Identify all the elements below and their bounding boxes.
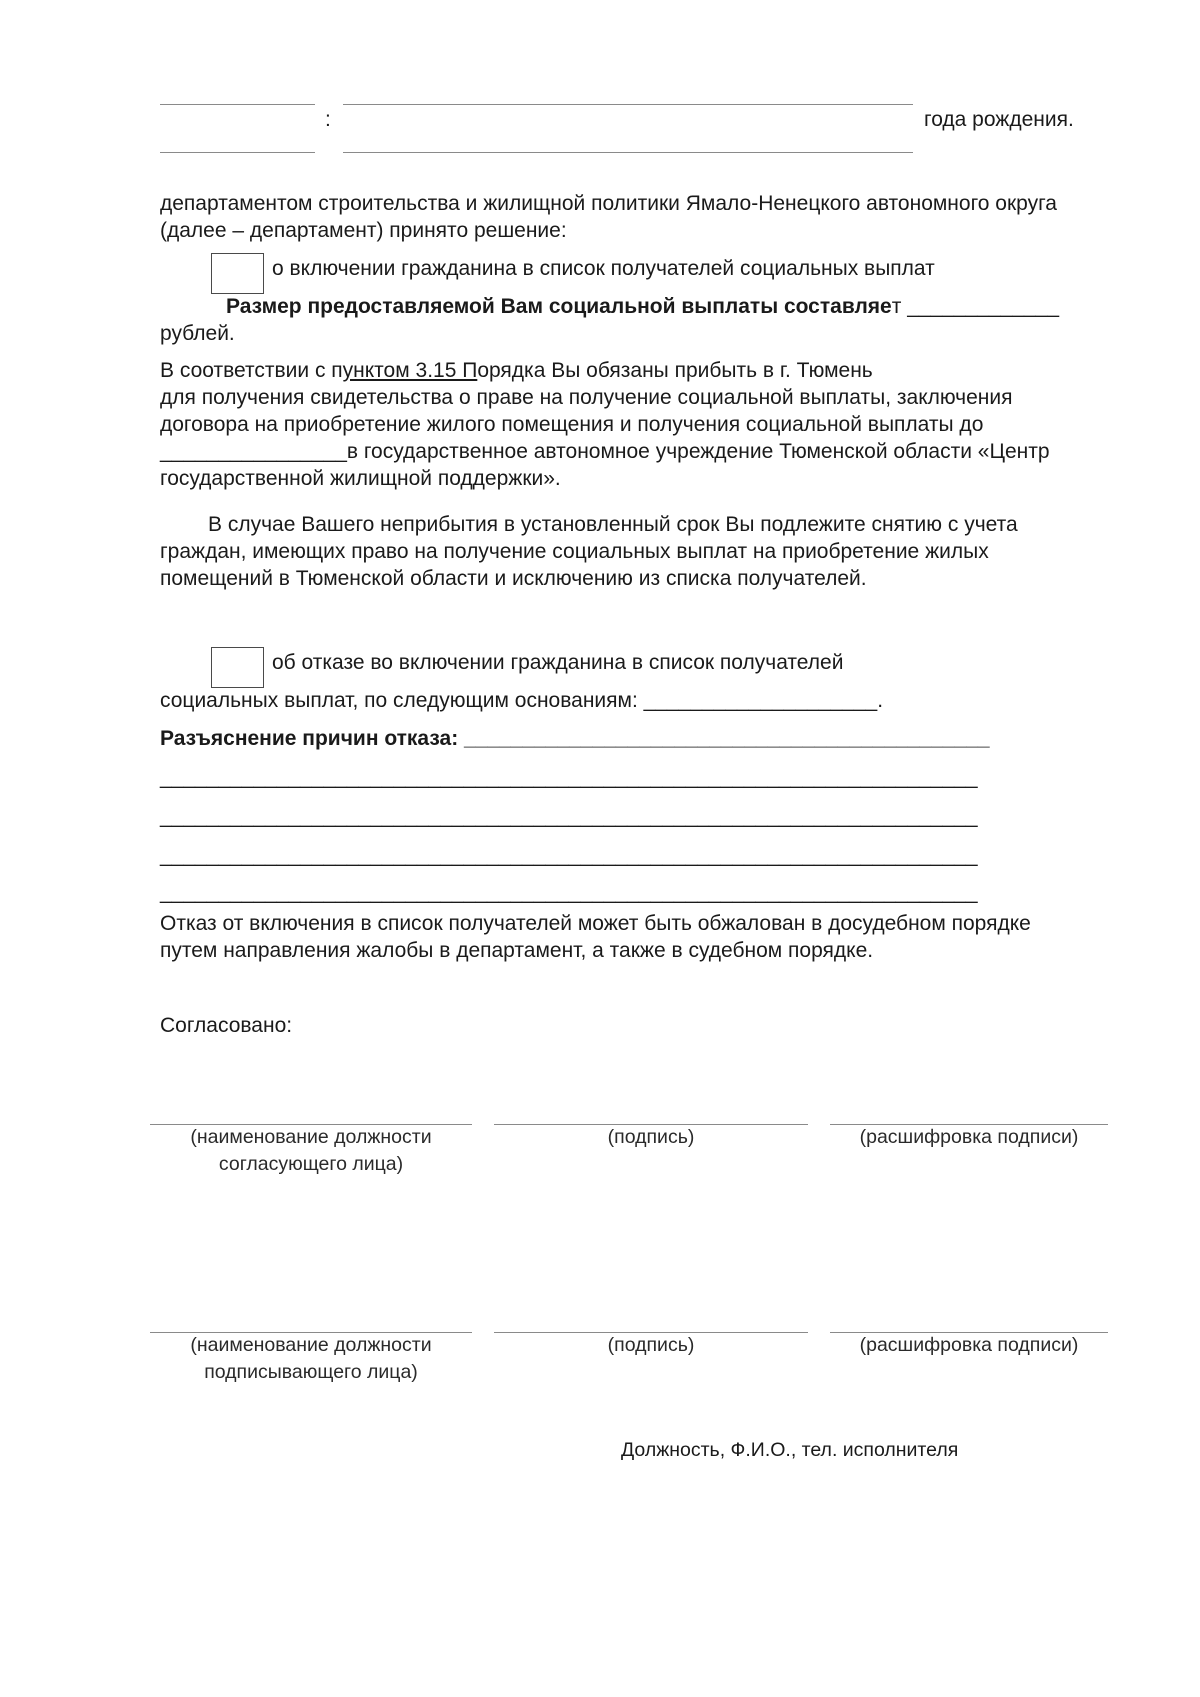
approved-label: Согласовано: — [160, 1014, 293, 1037]
refuse-checkbox[interactable] — [211, 647, 264, 688]
arrival-paragraph-line1 — [160, 359, 873, 383]
arrival-paragraph-line2: для получения свидетельства о праве на получение социальной выплаты, заключения — [160, 386, 1013, 409]
include-option-label: о включении гражданина в список получателей социальных выплат — [272, 257, 935, 280]
payment-amount-tail: т _____________ — [891, 295, 1060, 318]
header-colon: : — [325, 108, 331, 131]
order-clause-link[interactable]: унктом 3.15 П — [342, 359, 478, 382]
appeal-paragraph-line2: путем направления жалобы в департамент, а также в судебном порядке. — [160, 939, 874, 962]
refusal-blank-line-4: ______________________________________________________________________ — [160, 881, 978, 904]
approver-position-caption-line1: (наименование должности — [190, 1126, 432, 1148]
header-blank-bottom-right — [343, 152, 913, 153]
approver-signature-caption: (подпись) — [607, 1126, 695, 1148]
removal-paragraph-line2: граждан, имеющих право на получение социальных выплат на приобретение жилых — [160, 540, 989, 563]
arrival-suffix: орядка Вы обязаны прибыть в г. Тюмень — [477, 359, 873, 382]
signer-position-caption-line1: (наименование должности — [190, 1334, 432, 1356]
decision-intro-line2: (далее – департамент) принято решение: — [160, 219, 567, 242]
payment-currency: рублей. — [160, 322, 235, 345]
approver-decoding-caption: (расшифровка подписи) — [859, 1126, 1079, 1148]
executor-info: Должность, Ф.И.О., тел. исполнителя — [621, 1439, 959, 1461]
payment-amount-line — [226, 295, 1059, 319]
signer-decoding-caption: (расшифровка подписи) — [859, 1334, 1079, 1356]
removal-paragraph-line1: В случае Вашего неприбытия в установленный срок Вы подлежите снятию с учета — [208, 513, 1018, 536]
refuse-grounds-line: социальных выплат, по следующим основаниям: ____________________. — [160, 689, 884, 712]
header-blank-top-left — [160, 104, 315, 105]
refuse-option-label: об отказе во включении гражданина в список получателей — [272, 651, 844, 674]
header-blank-bottom-left — [160, 152, 315, 153]
include-checkbox[interactable] — [211, 253, 264, 294]
arrival-paragraph-line3: договора на приобретение жилого помещения и получения социальной выплаты до — [160, 413, 984, 436]
arrival-paragraph-line5: государственной жилищной поддержки». — [160, 467, 561, 490]
refusal-blank-line-2: ______________________________________________________________________ — [160, 805, 978, 828]
approver-position-caption-line2: согласующего лица) — [218, 1153, 404, 1175]
decision-intro-line1: департаментом строительства и жилищной политики Ямало-Ненецкого автономного округа — [160, 192, 1057, 215]
arrival-paragraph-line4: ________________в государственное автономное учреждение Тюменской области «Центр — [160, 440, 1050, 463]
removal-paragraph-line3: помещений в Тюменской области и исключению из списка получателей. — [160, 567, 867, 590]
signer-signature-caption: (подпись) — [607, 1334, 695, 1356]
signer-position-caption — [150, 1332, 472, 1386]
header-blank-top-right — [343, 104, 913, 105]
approver-position-caption — [150, 1124, 472, 1178]
refusal-explanation-label: Разъяснение причин отказа: _____________________________________________ — [160, 727, 990, 750]
appeal-paragraph-line1: Отказ от включения в список получателей может быть обжалован в досудебном порядке — [160, 912, 1031, 935]
payment-amount-bold: Размер предоставляемой Вам социальной выплаты составляе — [226, 295, 892, 318]
birth-year-label: года рождения. — [924, 108, 1074, 131]
signer-position-caption-line2: подписывающего лица) — [204, 1361, 418, 1383]
refusal-blank-line-3: ______________________________________________________________________ — [160, 844, 978, 867]
arrival-prefix: В соответствии с п — [160, 359, 343, 382]
refusal-blank-line-1: ______________________________________________________________________ — [160, 766, 978, 789]
